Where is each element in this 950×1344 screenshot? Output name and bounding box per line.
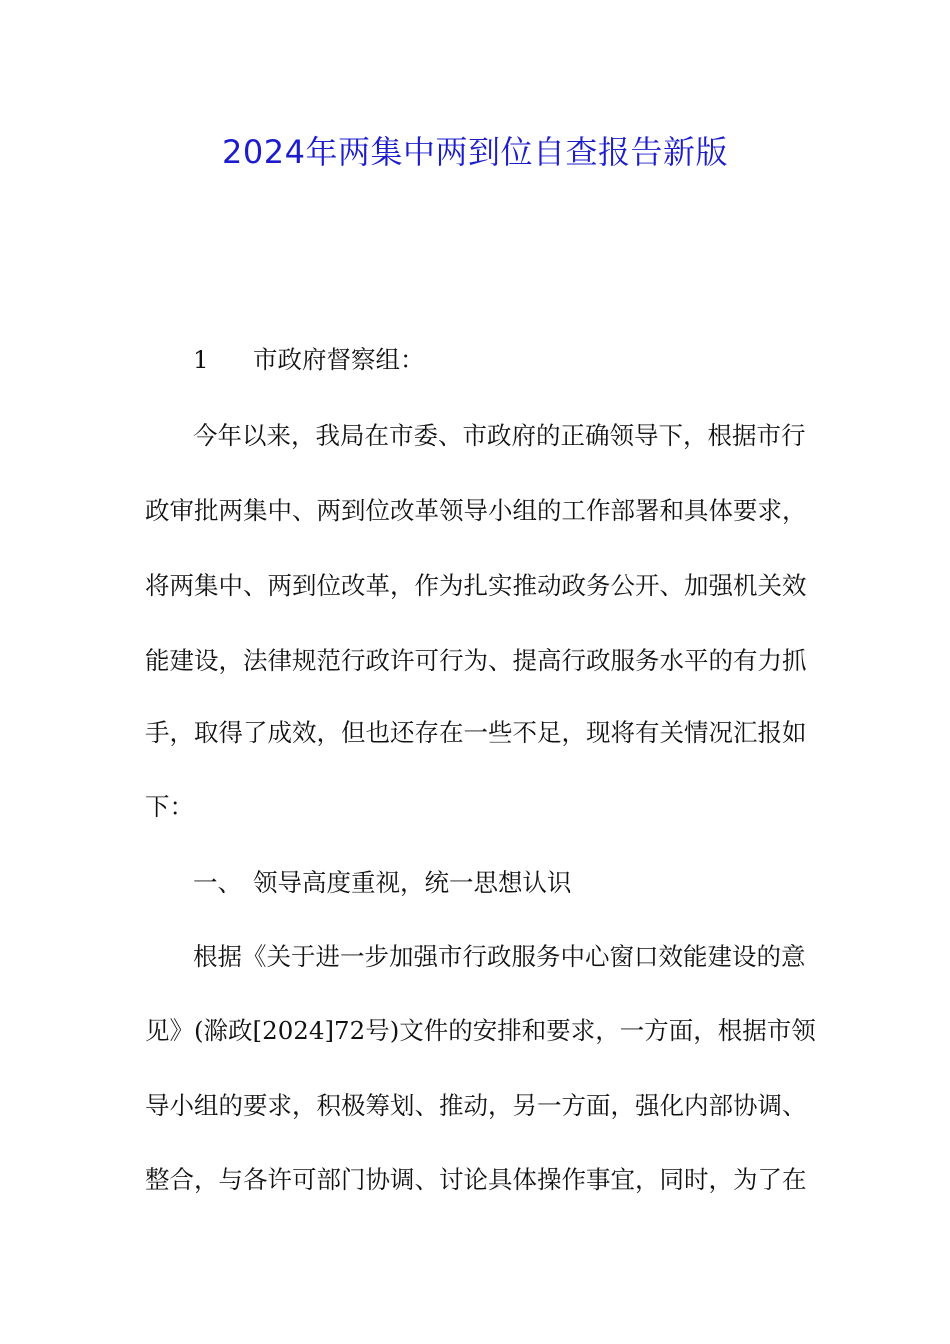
paragraph-line: 将两集中、两到位改革，作为扎实推动政务公开、加强机关效 <box>145 571 807 600</box>
paragraph-line: 导小组的要求，积极筹划、推动，另一方面，强化内部协调、 <box>145 1091 807 1120</box>
section-heading <box>193 866 572 900</box>
paragraph-line: 根据《关于进一步加强市行政服务中心窗口效能建设的意 <box>193 942 806 971</box>
paragraph-line: 能建设，法律规范行政许可行为、提高行政服务水平的有力抓 <box>145 646 807 675</box>
paragraph-line: 见》(滁政[2024]72号)文件的安排和要求，一方面，根据市领 <box>145 1016 816 1045</box>
paragraph-line: 整合，与各许可部门协调、讨论具体操作事宜，同时，为了在 <box>145 1165 807 1194</box>
document-title: 2024年两集中两到位自查报告新版 <box>222 133 728 171</box>
section-heading-text: 领导高度重视，统一思想认识 <box>253 868 572 897</box>
addressee-number: 1 <box>193 345 209 374</box>
paragraph-line: 今年以来，我局在市委、市政府的正确领导下，根据市行 <box>193 421 806 450</box>
addressee-text: 市政府督察组： <box>253 345 425 374</box>
paragraph-line: 下： <box>145 792 194 821</box>
section-number: 一、 <box>193 868 242 897</box>
addressee-line <box>193 343 425 377</box>
paragraph-line: 手，取得了成效，但也还存在一些不足，现将有关情况汇报如 <box>145 718 807 747</box>
paragraph-line: 政审批两集中、两到位改革领导小组的工作部署和具体要求， <box>145 496 807 525</box>
